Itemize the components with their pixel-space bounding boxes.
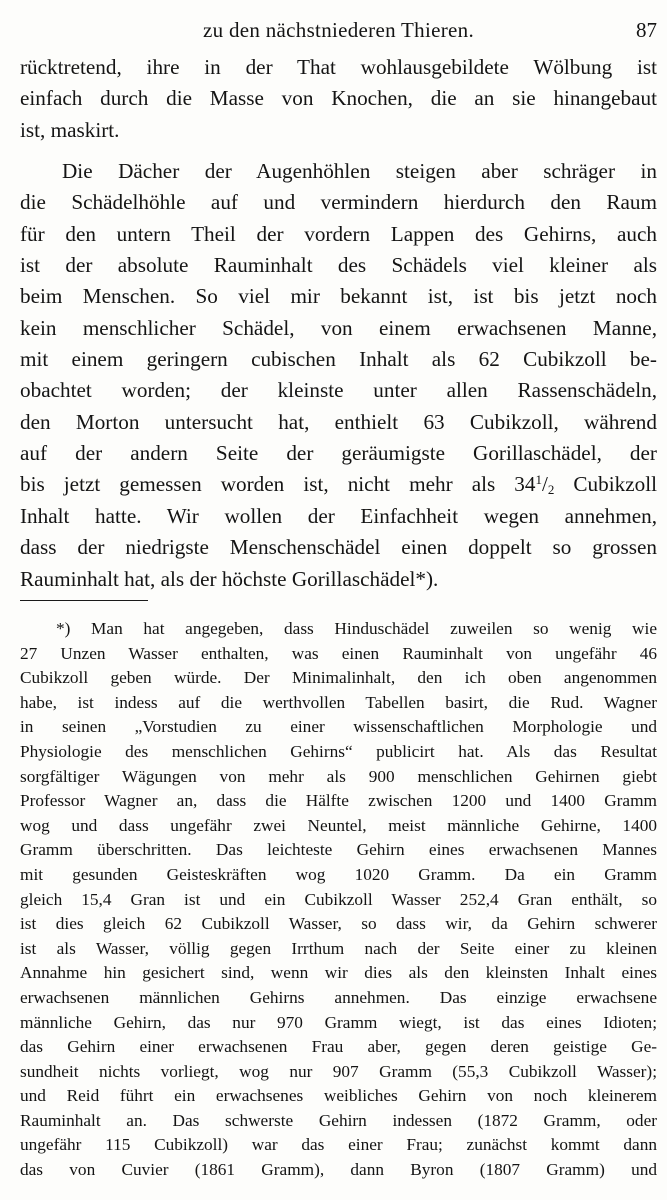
page-header [20, 14, 657, 46]
text-line: Die Dächer der Augenhöhlen steigen aber schräger in [62, 159, 657, 184]
footnote-line: Annahme hin gesichert sind, wenn wir dies als den kleinsten Inhalt eines [20, 963, 657, 983]
footnote-line: das Gehirn einer erwachsenen Frau aber, gegen deren geistige Ge- [20, 1037, 657, 1057]
footnote-line: wog und dass ungefähr zwei Neuntel, meist männliche Gehirne, 1400 [20, 815, 657, 835]
text-line: dass der niedrigste Menschenschädel einen doppelt so grossen [20, 535, 657, 560]
text-line: beim Menschen. So viel mir bekannt ist, ist bis jetzt noch [20, 284, 657, 309]
footnote-line: und Reid führt ein erwachsenes weibliches Gehirn von noch kleinerem [20, 1086, 657, 1106]
text-line: ist, maskirt. [20, 117, 120, 142]
text-line: Inhalt hatte. Wir wollen der Einfachheit wegen annehmen, [20, 503, 657, 528]
text-line: rücktretend, ihre in der That wohlausgebildete Wölbung ist [20, 55, 657, 79]
footnote-line: ist dies gleich 62 Cubikzoll Wasser, so dass wir, da Gehirn schwerer [20, 914, 657, 934]
text-line: auf der andern Seite der geräumigste Gorillaschädel, der [20, 441, 657, 466]
footnote-line: Professor Wagner an, dass die Hälfte zwischen 1200 und 1400 Gramm [20, 791, 657, 811]
footnote-line: Physiologie des menschlichen Gehirns“ publicirt hat. Als das Resultat [20, 741, 657, 761]
page-number: 87 [636, 18, 657, 42]
line-text: bis jetzt gemessen worden ist, nicht mehr als 34 [20, 472, 536, 497]
footnote-line: mit gesunden Geisteskräften wog 1020 Gramm. Da ein Gramm [20, 864, 657, 884]
fraction-numerator: 1 [535, 472, 542, 488]
text-line: Rauminhalt hat, als der höchste Gorillaschädel*). [20, 566, 439, 591]
footnote-line: das von Cuvier (1861 Gramm), dann Byron (1807 Gramm) und [20, 1160, 657, 1180]
text-line: ist der absolute Rauminhalt des Schädels viel kleiner als [20, 253, 657, 278]
footnote-line: Rauminhalt an. Das schwerste Gehirn indessen (1872 Gramm, oder [20, 1110, 657, 1130]
footnote-line: habe, ist indess auf die werthvollen Tabellen basirt, die Rud. Wagner [20, 692, 657, 712]
footnote-line: *) Man hat angegeben, dass Hinduschädel zuweilen so wenig wie [56, 619, 657, 638]
footnote-line: gleich 15,4 Gran ist und ein Cubikzoll Wasser 252,4 Gran enthält, so [20, 889, 657, 909]
footnote-line: ungefähr 115 Cubikzoll) war das einer Frau; zunächst kommt dann [20, 1135, 657, 1155]
text-line-with-fraction [20, 469, 657, 500]
footnote-line: sundheit nichts vorliegt, wog nur 907 Gramm (55,3 Cubikzoll Wasser); [20, 1061, 657, 1081]
footnote-line: ist als Wasser, völlig gegen Irrthum nach der Seite einer zu kleinen [20, 938, 657, 958]
running-title: zu den nächstniederen Thieren. [203, 18, 474, 42]
fraction-denominator: 2 [547, 482, 555, 498]
footnote-line: Gramm überschritten. Das leichteste Gehirn eines erwachsenen Mannes [20, 840, 657, 860]
text-line: einfach durch die Masse von Knochen, die an sie hinangebaut [20, 86, 657, 111]
footnote-line: Cubikzoll geben würde. Der Minimalinhalt, den ich oben angenommen [20, 668, 657, 688]
fraction-slash: / [541, 472, 548, 497]
footnote-line: sorgfältiger Wägungen von mehr als 900 menschlichen Gehirnen giebt [20, 766, 657, 786]
fraction-unit: Cubikzoll [554, 472, 657, 497]
footnote-separator [20, 600, 148, 601]
text-line: für den untern Theil der vordern Lappen des Gehirns, auch [20, 221, 657, 246]
text-line: obachtet worden; der kleinste unter allen Rassenschädeln, [20, 378, 657, 403]
footnote-line: männliche Gehirn, das nur 970 Gramm wiegt, ist das eines Idioten; [20, 1012, 657, 1032]
footnote [20, 617, 657, 1183]
text-line: kein menschlicher Schädel, von einem erwachsenen Manne, [20, 315, 657, 340]
main-text [20, 52, 657, 595]
text-line: die Schädelhöhle auf und vermindern hierdurch den Raum [20, 190, 657, 215]
footnote-line: in seinen „Vorstudien zu einer wissenschaftlichen Morphologie und [20, 717, 657, 737]
text-line: mit einem geringern cubischen Inhalt als 62 Cubikzoll be- [20, 347, 657, 372]
text-line: den Morton untersucht hat, enthielt 63 Cubikzoll, während [20, 409, 657, 434]
footnote-line: erwachsenen männlichen Gehirns annehmen. Das einzige erwachsene [20, 987, 657, 1007]
footnote-line: 27 Unzen Wasser enthalten, was einen Rauminhalt von ungefähr 46 [20, 643, 657, 663]
